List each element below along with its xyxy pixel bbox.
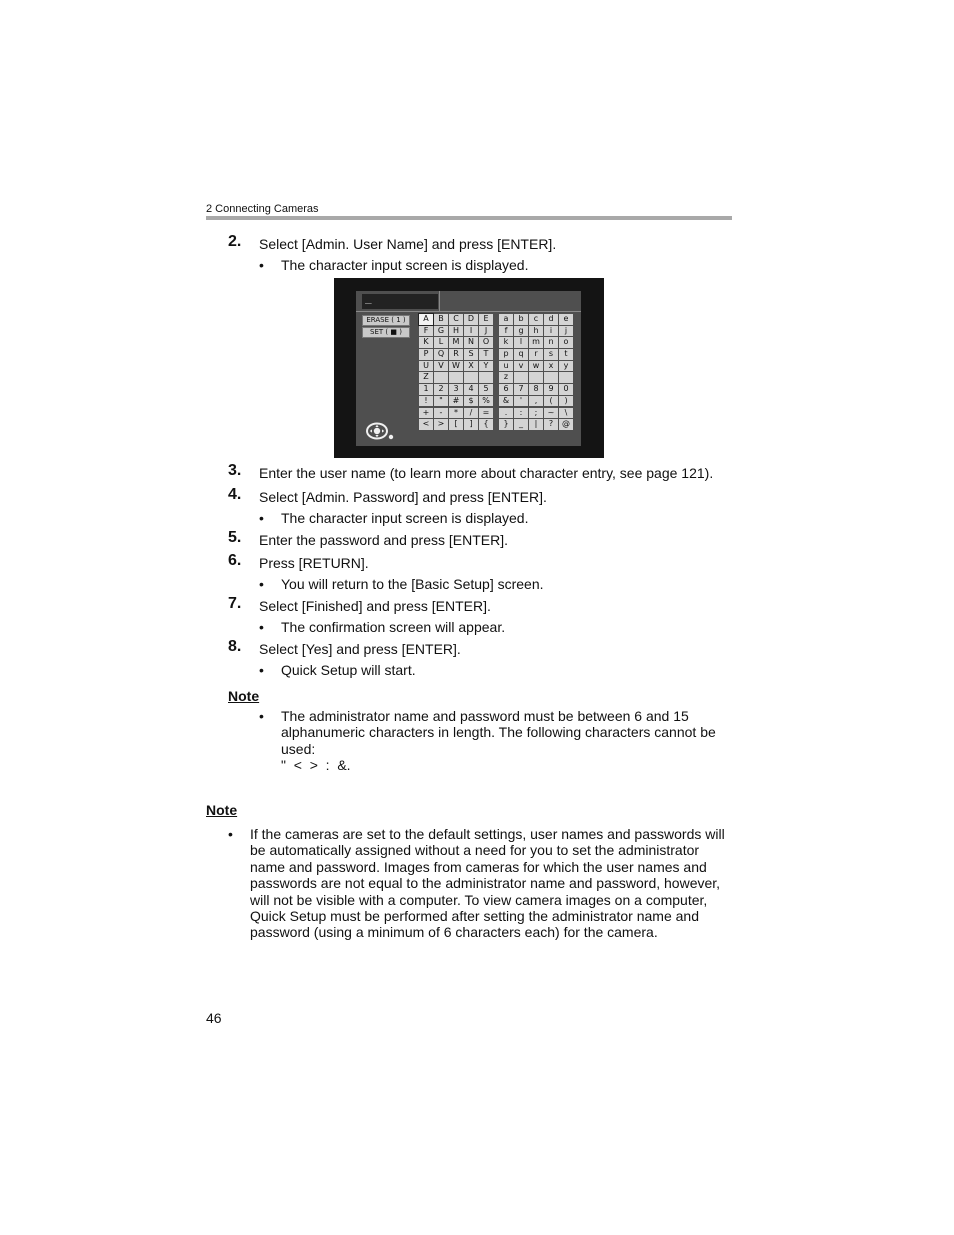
set-button[interactable]: SET ( ■ ) bbox=[362, 327, 410, 338]
character-key[interactable]: & bbox=[499, 396, 513, 407]
character-key[interactable]: i bbox=[544, 326, 558, 337]
bullet-marker: • bbox=[259, 257, 264, 273]
running-header: 2 Connecting Cameras bbox=[206, 203, 319, 215]
character-input-field[interactable] bbox=[362, 291, 438, 309]
lowercase-key-grid bbox=[499, 314, 573, 431]
character-key[interactable]: j bbox=[559, 326, 573, 337]
character-key[interactable]: a bbox=[499, 314, 513, 325]
step-7-text: Select [Finished] and press [ENTER]. bbox=[259, 598, 491, 614]
input-value: _ bbox=[365, 291, 372, 304]
step-4-text: Select [Admin. Password] and press [ENTER]. bbox=[259, 489, 547, 505]
character-key[interactable]: J bbox=[479, 326, 493, 337]
character-key[interactable]: P bbox=[419, 349, 433, 360]
character-key[interactable]: M bbox=[449, 337, 463, 348]
erase-button[interactable]: ERASE ( 1 ) bbox=[362, 315, 410, 326]
character-key[interactable]: d bbox=[544, 314, 558, 325]
step-8-number: 8. bbox=[228, 638, 242, 655]
character-key[interactable]: l bbox=[514, 337, 528, 348]
character-key[interactable]: Y bbox=[479, 361, 493, 372]
character-key[interactable]: m bbox=[529, 337, 543, 348]
character-key[interactable]: R bbox=[449, 349, 463, 360]
character-key[interactable]: p bbox=[499, 349, 513, 360]
character-key[interactable]: 6 bbox=[499, 384, 513, 395]
character-key[interactable]: 9 bbox=[544, 384, 558, 395]
character-key[interactable]: z bbox=[499, 372, 513, 383]
character-key[interactable]: D bbox=[464, 314, 478, 325]
character-key[interactable]: < bbox=[419, 419, 433, 430]
step-6-number: 6. bbox=[228, 552, 242, 569]
character-key[interactable] bbox=[464, 372, 478, 383]
character-key[interactable]: \ bbox=[559, 408, 573, 419]
character-key[interactable]: * bbox=[449, 408, 463, 419]
panel-divider bbox=[439, 291, 440, 311]
forbidden-characters: " < > : &. bbox=[281, 757, 351, 773]
character-key[interactable]: N bbox=[464, 337, 478, 348]
note-1-text: The administrator name and password must be between 6 and 15 alphanumeric characters in length. The following characters cannot be used: bbox=[281, 708, 716, 757]
character-key[interactable]: r bbox=[529, 349, 543, 360]
character-key[interactable]: = bbox=[479, 408, 493, 419]
character-key[interactable]: H bbox=[449, 326, 463, 337]
character-key[interactable]: E bbox=[479, 314, 493, 325]
character-key[interactable]: 8 bbox=[529, 384, 543, 395]
step-6-text: Press [RETURN]. bbox=[259, 555, 369, 571]
character-key[interactable] bbox=[559, 372, 573, 383]
remote-control-icon bbox=[366, 421, 394, 441]
character-key[interactable]: S bbox=[464, 349, 478, 360]
character-key[interactable]: s bbox=[544, 349, 558, 360]
character-key[interactable]: V bbox=[434, 361, 448, 372]
character-key[interactable]: O bbox=[479, 337, 493, 348]
uppercase-key-grid bbox=[419, 314, 493, 431]
character-key[interactable]: @ bbox=[559, 419, 573, 430]
page-number: 46 bbox=[206, 1010, 222, 1026]
character-key[interactable] bbox=[514, 372, 528, 383]
bullet-marker: • bbox=[228, 826, 233, 842]
character-key[interactable]: ( bbox=[544, 396, 558, 407]
character-key[interactable]: w bbox=[529, 361, 543, 372]
character-key[interactable]: ) bbox=[559, 396, 573, 407]
character-key[interactable]: > bbox=[434, 419, 448, 430]
character-key[interactable]: C bbox=[449, 314, 463, 325]
character-input-panel bbox=[356, 291, 581, 446]
bullet-marker: • bbox=[259, 510, 264, 526]
character-key[interactable] bbox=[544, 372, 558, 383]
character-key[interactable] bbox=[529, 372, 543, 383]
character-key[interactable]: " bbox=[434, 396, 448, 407]
character-key[interactable]: # bbox=[449, 396, 463, 407]
character-key[interactable]: y bbox=[559, 361, 573, 372]
character-key[interactable]: 1 bbox=[419, 384, 433, 395]
character-key[interactable]: ? bbox=[544, 419, 558, 430]
character-key[interactable]: v bbox=[514, 361, 528, 372]
character-key[interactable]: $ bbox=[464, 396, 478, 407]
bullet-marker: • bbox=[259, 576, 264, 592]
character-key[interactable]: ~ bbox=[544, 408, 558, 419]
step-7-number: 7. bbox=[228, 595, 242, 612]
character-key[interactable]: 3 bbox=[449, 384, 463, 395]
character-key[interactable]: % bbox=[479, 396, 493, 407]
step-2-number: 2. bbox=[228, 233, 242, 250]
character-key[interactable]: ; bbox=[529, 408, 543, 419]
character-key[interactable]: 5 bbox=[479, 384, 493, 395]
character-key[interactable]: Z bbox=[419, 372, 433, 383]
character-key[interactable]: 7 bbox=[514, 384, 528, 395]
character-key[interactable]: K bbox=[419, 337, 433, 348]
character-key[interactable]: - bbox=[434, 408, 448, 419]
character-key[interactable]: h bbox=[529, 326, 543, 337]
note-heading: Note bbox=[228, 688, 260, 704]
character-key[interactable]: { bbox=[479, 419, 493, 430]
step-2-text: Select [Admin. User Name] and press [ENTER]. bbox=[259, 236, 557, 252]
step-4-bullet: The character input screen is displayed. bbox=[281, 510, 529, 526]
step-7-bullet: The confirmation screen will appear. bbox=[281, 619, 506, 635]
character-key[interactable]: f bbox=[499, 326, 513, 337]
character-key[interactable]: / bbox=[464, 408, 478, 419]
step-3-number: 3. bbox=[228, 462, 242, 479]
character-key[interactable] bbox=[449, 372, 463, 383]
character-key[interactable]: ] bbox=[464, 419, 478, 430]
character-key[interactable]: . bbox=[499, 408, 513, 419]
bullet-marker: • bbox=[259, 619, 264, 635]
bullet-marker: • bbox=[259, 708, 264, 724]
character-key[interactable]: T bbox=[479, 349, 493, 360]
character-key[interactable]: X bbox=[464, 361, 478, 372]
character-key[interactable]: F bbox=[419, 326, 433, 337]
character-key[interactable]: Q bbox=[434, 349, 448, 360]
character-key[interactable]: L bbox=[434, 337, 448, 348]
character-key[interactable]: , bbox=[529, 396, 543, 407]
note-2-text: If the cameras are set to the default settings, user names and passwords will be automatically assigned without a need for you to set the administrator name and password. Images from cameras for which the user names and passwords are not equal to the administrator name and password, however, will not be visible with a computer. To view camera images on a computer, Quick Setup must be performed after setting the administrator name and password (using a minimum of 6 characters each) for the camera. bbox=[250, 826, 725, 941]
character-key[interactable]: ' bbox=[514, 396, 528, 407]
character-key[interactable]: U bbox=[419, 361, 433, 372]
character-key[interactable]: x bbox=[544, 361, 558, 372]
character-key[interactable] bbox=[434, 372, 448, 383]
character-key[interactable]: } bbox=[499, 419, 513, 430]
step-5-number: 5. bbox=[228, 529, 242, 546]
bullet-marker: • bbox=[259, 662, 264, 678]
character-key[interactable]: W bbox=[449, 361, 463, 372]
step-2-bullet: The character input screen is displayed. bbox=[281, 257, 529, 273]
character-key[interactable]: k bbox=[499, 337, 513, 348]
step-5-text: Enter the password and press [ENTER]. bbox=[259, 532, 508, 548]
step-4-number: 4. bbox=[228, 486, 242, 503]
character-key[interactable]: c bbox=[529, 314, 543, 325]
character-key[interactable]: ! bbox=[419, 396, 433, 407]
character-key[interactable]: G bbox=[434, 326, 448, 337]
character-key[interactable]: b bbox=[514, 314, 528, 325]
character-key[interactable]: q bbox=[514, 349, 528, 360]
character-key[interactable]: g bbox=[514, 326, 528, 337]
note-heading: Note bbox=[206, 802, 238, 818]
character-key[interactable]: 4 bbox=[464, 384, 478, 395]
character-key[interactable]: _ bbox=[514, 419, 528, 430]
character-key[interactable]: e bbox=[559, 314, 573, 325]
character-key[interactable]: A bbox=[419, 314, 433, 325]
panel-divider bbox=[356, 311, 581, 312]
character-key[interactable]: n bbox=[544, 337, 558, 348]
character-key[interactable]: t bbox=[559, 349, 573, 360]
character-key[interactable]: 2 bbox=[434, 384, 448, 395]
header-rule bbox=[206, 216, 732, 220]
character-key[interactable]: + bbox=[419, 408, 433, 419]
step-3-text: Enter the user name (to learn more about character entry, see page 121). bbox=[259, 465, 714, 481]
character-input-screenshot bbox=[334, 278, 604, 458]
character-key[interactable] bbox=[479, 372, 493, 383]
character-key[interactable]: [ bbox=[449, 419, 463, 430]
character-key[interactable]: : bbox=[514, 408, 528, 419]
character-key[interactable]: u bbox=[499, 361, 513, 372]
step-8-text: Select [Yes] and press [ENTER]. bbox=[259, 641, 461, 657]
character-key[interactable]: I bbox=[464, 326, 478, 337]
step-6-bullet: You will return to the [Basic Setup] screen. bbox=[281, 576, 544, 592]
character-key[interactable]: B bbox=[434, 314, 448, 325]
step-8-bullet: Quick Setup will start. bbox=[281, 662, 416, 678]
character-key[interactable]: o bbox=[559, 337, 573, 348]
character-key[interactable]: 0 bbox=[559, 384, 573, 395]
character-key[interactable]: | bbox=[529, 419, 543, 430]
